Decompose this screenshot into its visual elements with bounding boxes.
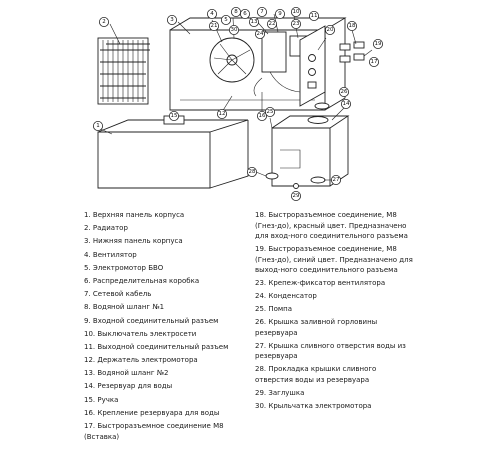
callout-22	[267, 19, 276, 28]
svg-text:4: 4	[210, 11, 214, 17]
svg-text:20: 20	[326, 27, 334, 33]
part-item: 8. Водяной шланг №1	[84, 303, 165, 312]
callout-17	[369, 57, 378, 66]
svg-text:8: 8	[234, 9, 238, 15]
callout-15	[169, 111, 178, 120]
callout-20	[325, 25, 334, 34]
exploded-view-diagram	[0, 0, 500, 205]
callout-11	[309, 11, 318, 20]
parts-list	[0, 210, 500, 448]
svg-text:30: 30	[230, 27, 238, 33]
part-item: 10. Выключатель электросети	[84, 329, 197, 338]
part-item: 24. Конденсатор	[255, 292, 317, 301]
part-item: 6. Распределительная коробка	[84, 276, 200, 285]
callout-21	[209, 21, 218, 30]
callout-10	[291, 7, 300, 16]
callout-27	[331, 175, 340, 184]
svg-text:18: 18	[348, 23, 356, 29]
svg-text:1: 1	[96, 123, 100, 129]
callout-12	[217, 109, 226, 118]
callout-4	[207, 9, 216, 18]
svg-text:14: 14	[342, 101, 350, 107]
part-item: 28. Прокладка крышки сливного отверстия воды из резервуара	[255, 365, 377, 385]
callout-5	[221, 15, 230, 24]
part-item: 3. Нижняя панель корпуса	[84, 237, 183, 246]
part-item: 29. Заглушка	[255, 389, 305, 398]
part-item: 5. Электромотор БВО	[84, 263, 164, 272]
connectors-drawing	[340, 42, 364, 62]
part-item: 17. Быстроразъемное соединение М8 (Вставка)	[84, 422, 224, 441]
svg-text:6: 6	[243, 11, 247, 17]
part-item: 2. Радиатор	[84, 224, 128, 233]
callout-19	[373, 39, 382, 48]
svg-text:26: 26	[340, 89, 348, 95]
callout-24	[255, 29, 264, 38]
part-item: 11. Выходной соединительный разъем	[84, 342, 229, 351]
svg-text:27: 27	[332, 177, 340, 183]
radiator-drawing	[98, 38, 150, 104]
part-item: 4. Вентилятор	[84, 250, 137, 259]
svg-text:10: 10	[292, 9, 300, 15]
svg-text:23: 23	[292, 21, 300, 27]
part-item: 26. Крышка заливной горловины резервуара	[255, 318, 378, 337]
callout-1	[93, 121, 102, 130]
svg-text:29: 29	[292, 193, 300, 199]
part-item: 25. Помпа	[255, 305, 293, 314]
svg-text:17: 17	[370, 59, 378, 65]
callout-26	[339, 87, 348, 96]
svg-text:21: 21	[210, 23, 218, 29]
part-item: 30. Крыльчатка электромотора	[255, 402, 372, 411]
callout-6	[240, 9, 249, 18]
svg-text:22: 22	[268, 21, 276, 27]
callout-13	[249, 17, 258, 26]
svg-text:2: 2	[102, 19, 106, 25]
callout-7	[257, 7, 266, 16]
callout-29	[291, 191, 300, 200]
part-item: 7. Сетевой кабель	[84, 290, 152, 299]
callout-2	[99, 17, 108, 26]
part-item: 1. Верхняя панель корпуса	[84, 211, 185, 219]
callout-18	[347, 21, 356, 30]
part-item: 13. Водяной шланг №2	[84, 369, 169, 378]
part-item: 14. Резервуар для воды	[84, 382, 173, 391]
parts-list-right	[255, 210, 415, 414]
part-item: 19. Быстроразъемное соединение, М8 (Гнез-до), синий цвет. Предназначено для выход-ного соединительного разъема	[255, 245, 413, 275]
svg-text:25: 25	[266, 109, 274, 115]
svg-text:19: 19	[374, 41, 382, 47]
part-item: 16. Крепление резервуара для воды	[84, 408, 220, 417]
callout-23	[291, 19, 300, 28]
callout-8	[231, 7, 240, 16]
callout-30	[229, 25, 238, 34]
svg-text:15: 15	[170, 113, 178, 119]
part-item: 27. Крышка сливного отверстия воды из резервуара	[255, 341, 406, 361]
svg-text:13: 13	[250, 19, 258, 25]
callout-9	[275, 9, 284, 18]
part-item: 12. Держатель электромотора	[84, 356, 198, 365]
rear-panel-drawing	[300, 26, 325, 106]
svg-text:24: 24	[256, 31, 264, 37]
svg-text:11: 11	[310, 13, 318, 19]
svg-text:7: 7	[260, 9, 264, 15]
svg-text:5: 5	[224, 17, 228, 23]
callout-28	[247, 167, 256, 176]
parts-list-left	[84, 210, 252, 445]
svg-text:12: 12	[218, 111, 226, 117]
part-item: 9. Входной соединительный разъем	[84, 316, 219, 325]
callout-3	[167, 15, 176, 24]
svg-text:9: 9	[278, 11, 282, 17]
svg-text:3: 3	[170, 17, 174, 23]
part-item: 18. Быстроразъемное соединение, М8 (Гнез-до), красный цвет. Предназначено для вход-ного соединительного разъема	[255, 211, 408, 241]
svg-text:16: 16	[258, 113, 266, 119]
callout-14	[341, 99, 350, 108]
svg-text:28: 28	[248, 169, 256, 175]
callout-25	[265, 107, 274, 116]
part-item: 23. Крепеж-фиксатор вентилятора	[255, 279, 386, 288]
part-item: 15. Ручка	[84, 395, 119, 404]
housing-lower-drawing	[98, 116, 248, 188]
